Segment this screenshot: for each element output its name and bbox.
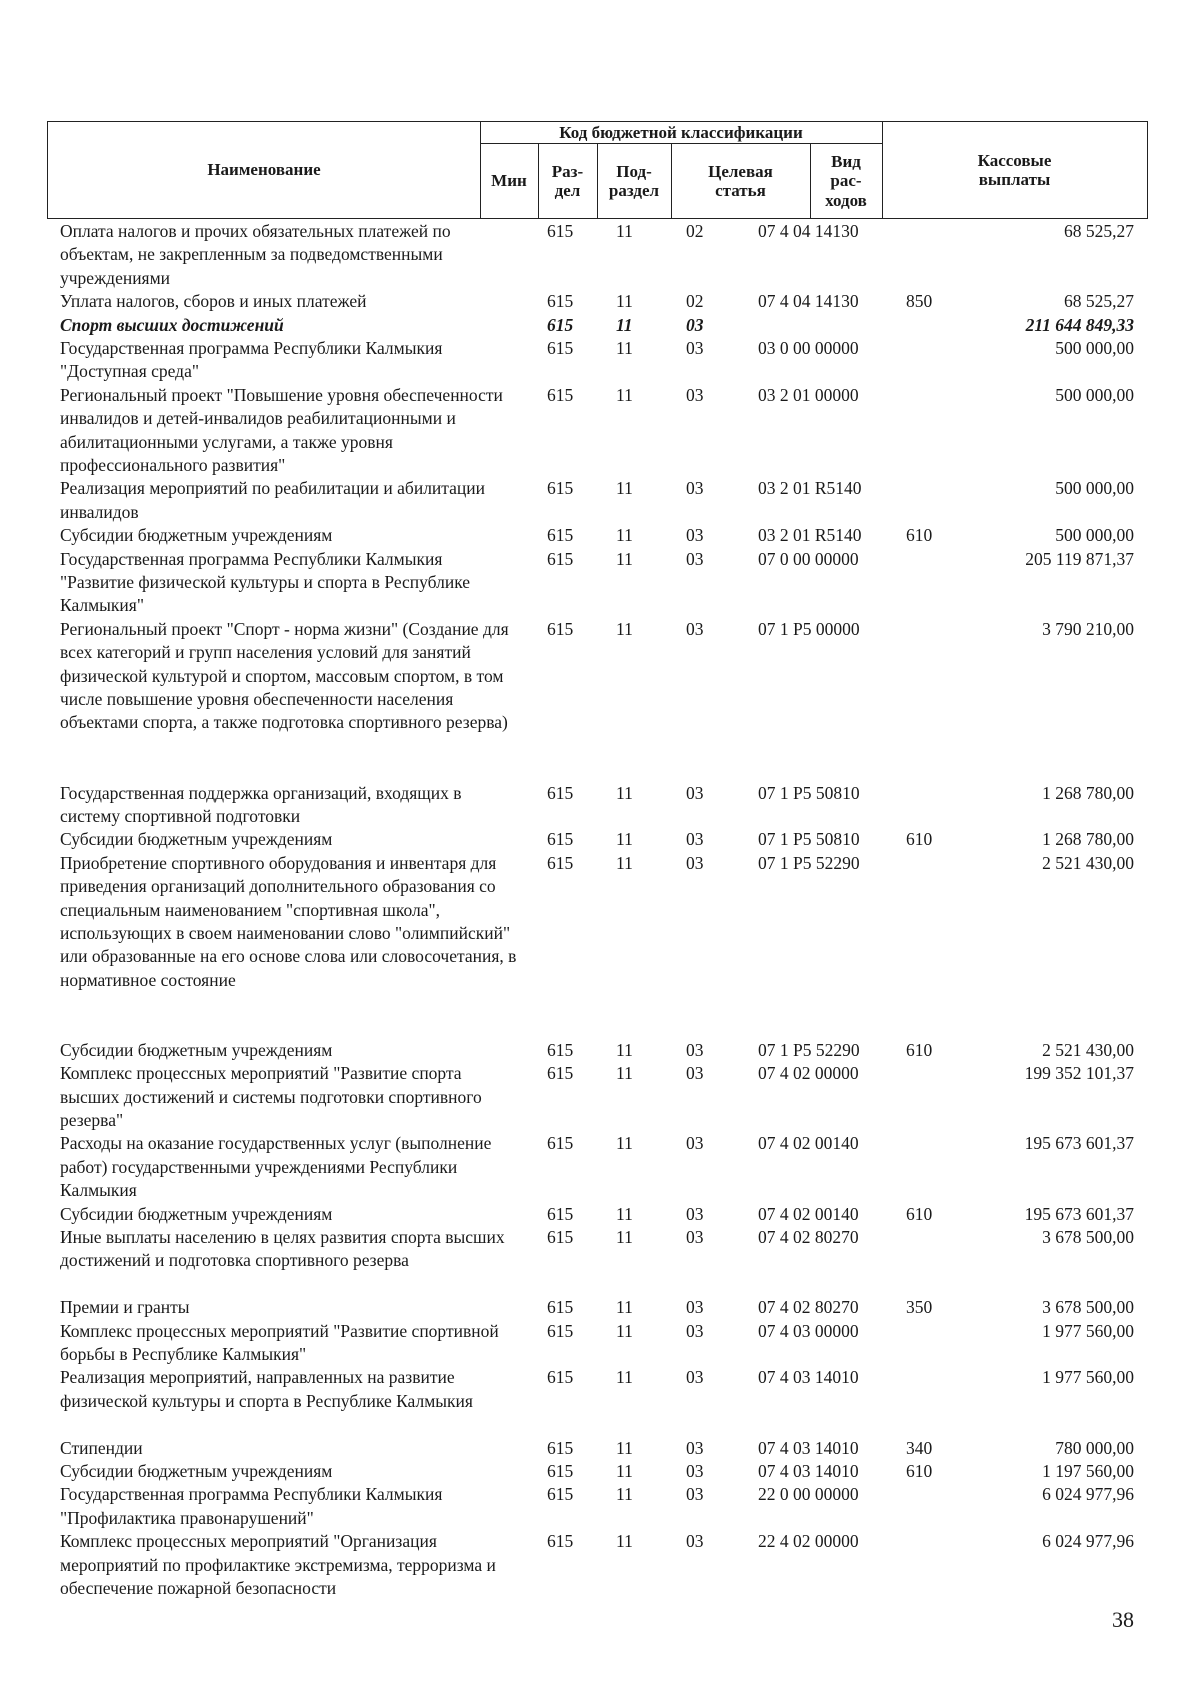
row-amount: 6 024 977,96 [1042,1531,1134,1552]
row-article: 07 1 P5 00000 [758,618,860,639]
row-section: 11 [616,1461,633,1482]
table-row [0,1226,1200,1296]
row-section: 11 [616,1437,633,1458]
table-row [0,1296,1200,1319]
row-amount: 1 268 780,00 [1042,829,1134,850]
header-section: Раз- дел [551,161,584,200]
row-amount: 195 673 601,37 [1024,1133,1134,1154]
row-amount: 68 525,27 [1064,291,1134,312]
row-subsection: 03 [686,384,704,405]
row-name: Государственная программа Республики Калмыкия "Профилактика правонарушений" [60,1484,443,1528]
row-name: Реализация мероприятий по реабилитации и абилитации инвалидов [60,478,486,522]
row-article: 07 4 03 14010 [758,1437,859,1458]
table-row [0,1437,1200,1460]
row-name: Премии и гранты [60,1297,190,1318]
row-section: 11 [616,782,633,803]
row-article: 07 1 P5 52290 [758,852,860,873]
row-name: Государственная программа Республики Калмыкия "Доступная среда" [60,337,443,382]
table-row [0,1460,1200,1483]
row-article: 03 2 01 R5140 [758,525,862,546]
table-row [0,618,1200,782]
row-amount: 3 678 500,00 [1042,1297,1134,1318]
row-article: 07 4 03 14010 [758,1367,859,1388]
row-section: 11 [616,618,633,639]
row-expense-type: 610 [906,829,933,850]
row-section: 11 [616,1297,633,1318]
row-section: 11 [616,525,633,546]
header-article: Целевая статья [708,161,773,200]
row-subsection: 03 [686,478,704,499]
row-amount: 780 000,00 [1055,1437,1134,1458]
row-article: 07 4 03 14010 [758,1461,859,1482]
row-amount: 500 000,00 [1055,478,1134,499]
row-subsection: 03 [686,1461,704,1482]
row-section: 11 [616,1367,633,1388]
row-subsection: 03 [686,1133,704,1154]
row-amount: 211 644 849,33 [1025,314,1134,335]
row-subsection: 03 [686,1484,704,1505]
row-subsection: 03 [686,1437,704,1458]
row-min: 615 [547,548,574,569]
row-amount: 195 673 601,37 [1024,1203,1134,1224]
row-min: 615 [547,852,574,873]
page-number: 38 [1112,1607,1134,1632]
row-min: 615 [547,1297,574,1318]
row-article: 07 0 00 00000 [758,548,859,569]
table-row [0,852,1200,1039]
row-subsection: 02 [686,291,704,312]
row-subsection: 03 [686,337,704,358]
row-name: Государственная поддержка организаций, входящих в систему спортивной подготовки [60,782,462,826]
table-row [0,1039,1200,1062]
table-row [0,1203,1200,1226]
row-amount: 2 521 430,00 [1042,852,1134,873]
row-name: Государственная программа Республики Калмыкия "Развитие физической культуры и спорта в Республике Калмыкия" [60,548,471,616]
row-article: 07 1 P5 50810 [758,782,860,803]
row-name: Субсидии бюджетным учреждениям [60,1039,333,1060]
table-row [0,337,1200,384]
row-amount: 3 678 500,00 [1042,1227,1134,1248]
table-row [0,384,1200,478]
row-min: 615 [547,1461,574,1482]
header-expense-type: Вид рас- ходов [825,152,867,210]
table-row [0,290,1200,313]
row-article: 22 4 02 00000 [758,1531,859,1552]
row-name: Реализация мероприятий, направленных на развитие физической культуры и спорта в Республике Калмыкия [60,1367,473,1411]
row-min: 615 [547,478,574,499]
row-min: 615 [547,384,574,405]
row-section: 11 [616,1531,633,1552]
table-row [0,1366,1200,1436]
row-min: 615 [547,1227,574,1248]
row-min: 615 [547,1531,574,1552]
row-subsection: 03 [686,1227,704,1248]
row-article: 22 0 00 00000 [758,1484,859,1505]
row-article: 07 4 02 00000 [758,1063,859,1084]
row-min: 615 [547,314,574,335]
table-row [0,220,1200,290]
row-subsection: 03 [686,1367,704,1388]
row-article: 07 4 04 14130 [758,221,859,241]
row-section: 11 [616,829,633,850]
row-section: 11 [616,1133,633,1154]
row-min: 615 [547,1320,574,1341]
row-amount: 1 977 560,00 [1042,1320,1134,1341]
header-subsection: Под- раздел [608,161,660,200]
table-row [0,828,1200,851]
row-min: 615 [547,782,574,803]
row-amount: 500 000,00 [1055,384,1134,405]
row-min: 615 [547,1039,574,1060]
row-min: 615 [547,221,574,241]
header-budget-code-group: Код бюджетной классификации [559,123,803,143]
row-name: Субсидии бюджетным учреждениям [60,1461,333,1482]
row-section: 11 [616,1227,633,1248]
table-row [0,782,1200,829]
row-expense-type: 350 [906,1297,933,1318]
row-name: Субсидии бюджетным учреждениям [60,525,333,546]
row-min: 615 [547,1437,574,1458]
row-expense-type: 340 [906,1437,933,1458]
table-row [0,1530,1200,1600]
row-name: Субсидии бюджетным учреждениям [60,829,333,850]
row-subsection: 03 [686,829,704,850]
row-amount: 68 525,27 [1064,221,1134,241]
table-header [47,121,1148,219]
row-article: 03 2 01 R5140 [758,478,862,499]
row-subsection: 02 [686,221,704,241]
row-name: Стипендии [60,1437,143,1458]
row-name: Спорт высших достижений [60,314,284,335]
row-section: 11 [616,1484,633,1505]
table-body [0,220,1200,1600]
row-amount: 6 024 977,96 [1042,1484,1134,1505]
header-name: Наименование [207,160,321,180]
table-row [0,1483,1200,1530]
row-article: 07 4 02 00140 [758,1133,859,1154]
table-row [0,1320,1200,1367]
row-article: 07 1 P5 50810 [758,829,860,850]
row-section: 11 [616,1039,633,1060]
row-expense-type: 610 [906,1461,933,1482]
row-subsection: 03 [686,1203,704,1224]
row-amount: 1 977 560,00 [1042,1367,1134,1388]
row-article: 07 1 P5 52290 [758,1039,860,1060]
table-row [0,314,1200,337]
table-row [0,477,1200,524]
row-min: 615 [547,337,574,358]
row-section: 11 [616,221,633,241]
row-min: 615 [547,1203,574,1224]
row-subsection: 03 [686,1039,704,1060]
row-subsection: 03 [686,1320,704,1341]
row-section: 11 [616,314,633,335]
row-name: Оплата налогов и прочих обязательных платежей по объектам, не закрепленным за подведомственными учреждениями [60,221,451,288]
header-min: Мин [491,171,527,191]
row-section: 11 [616,1063,633,1084]
row-subsection: 03 [686,548,704,569]
row-article: 03 2 01 00000 [758,384,859,405]
row-amount: 500 000,00 [1055,337,1134,358]
row-min: 615 [547,1484,574,1505]
row-min: 615 [547,291,574,312]
row-section: 11 [616,478,633,499]
row-min: 615 [547,1133,574,1154]
row-expense-type: 610 [906,525,933,546]
row-name: Расходы на оказание государственных услуг (выполнение работ) государственными учреждениями Республики Калмыкия [60,1133,492,1201]
row-article: 03 0 00 00000 [758,337,859,358]
row-min: 615 [547,829,574,850]
row-subsection: 03 [686,314,704,335]
row-name: Комплекс процессных мероприятий "Организация мероприятий по профилактике экстремизма, терроризма и обеспечение пожарной безопасности [60,1531,496,1599]
row-amount: 500 000,00 [1055,525,1134,546]
row-subsection: 03 [686,525,704,546]
row-min: 615 [547,525,574,546]
row-name: Субсидии бюджетным учреждениям [60,1203,333,1224]
row-section: 11 [616,291,633,312]
table-row [0,1062,1200,1132]
row-article: 07 4 02 80270 [758,1297,859,1318]
row-min: 615 [547,1367,574,1388]
row-name: Приобретение спортивного оборудования и инвентаря для приведения организаций дополнительного образования со специальным наименованием "спортивная школа", использующих в своем наименовании слово "олимпийский" или образованные на его основе слова или словосочетания, в нормативное состояние [60,852,517,990]
row-expense-type: 850 [906,291,933,312]
row-name: Комплекс процессных мероприятий "Развитие спорта высших достижений и системы подготовки спортивного резерва" [60,1063,482,1131]
row-section: 11 [616,384,633,405]
row-name: Иные выплаты населению в целях развития спорта высших достижений и подготовка спортивного резерва [60,1227,505,1271]
table-row [0,548,1200,618]
header-amount: Кассовые выплаты [977,150,1052,189]
row-section: 11 [616,1320,633,1341]
row-name: Уплата налогов, сборов и иных платежей [60,291,367,312]
row-article: 07 4 02 00140 [758,1203,859,1224]
row-subsection: 03 [686,852,704,873]
table-row [0,1132,1200,1202]
row-min: 615 [547,618,574,639]
row-article: 07 4 02 80270 [758,1227,859,1248]
row-amount: 199 352 101,37 [1024,1063,1134,1084]
row-name: Комплекс процессных мероприятий "Развитие спортивной борьбы в Республике Калмыкия" [60,1320,499,1365]
row-article: 07 4 03 00000 [758,1320,859,1341]
row-expense-type: 610 [906,1203,933,1224]
row-name: Региональный проект "Повышение уровня обеспеченности инвалидов и детей-инвалидов реабилитационными и абилитационными услугами, а также уровня профессионального развития" [60,384,503,475]
row-amount: 205 119 871,37 [1025,548,1134,569]
row-expense-type: 610 [906,1039,933,1060]
row-subsection: 03 [686,1531,704,1552]
row-amount: 1 197 560,00 [1042,1461,1134,1482]
row-subsection: 03 [686,1063,704,1084]
row-subsection: 03 [686,1297,704,1318]
row-section: 11 [616,548,633,569]
row-amount: 3 790 210,00 [1042,618,1134,639]
row-section: 11 [616,337,633,358]
row-name: Региональный проект "Спорт - норма жизни" (Создание для всех категорий и групп населения условий для занятий физической культурой и спортом, массовым спортом, в том числе повышение уровня обеспеченности населения объектами спорта, а также подготовка спортивного резерва) [60,618,509,733]
row-subsection: 03 [686,782,704,803]
row-amount: 2 521 430,00 [1042,1039,1134,1060]
row-section: 11 [616,852,633,873]
row-amount: 1 268 780,00 [1042,782,1134,803]
row-article: 07 4 04 14130 [758,291,859,312]
row-section: 11 [616,1203,633,1224]
row-min: 615 [547,1063,574,1084]
table-row [0,524,1200,547]
row-subsection: 03 [686,618,704,639]
